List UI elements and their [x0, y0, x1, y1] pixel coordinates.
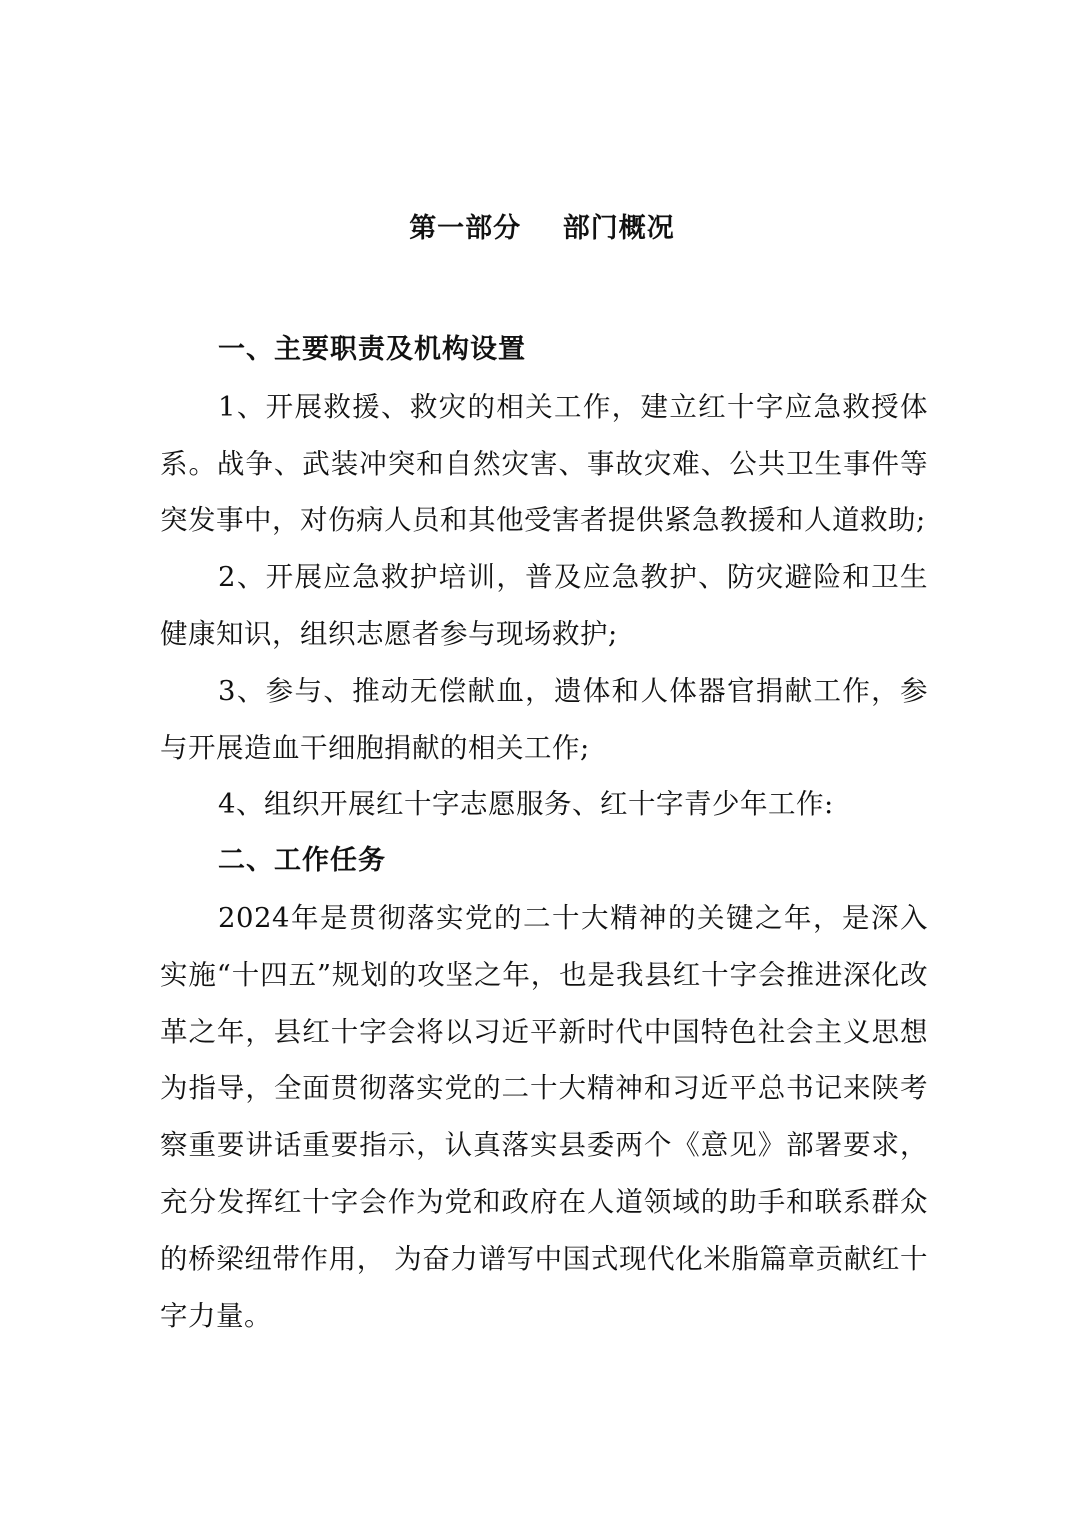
tasks-paragraph: 2024年是贯彻落实党的二十大精神的关键之年，是深入实施“十四五”规划的攻坚之年，也是我县红十字会推进深化改革之年，县红十字会将以习近平新时代中国特色社会主义思想为指导，全面贯彻落实党的二十大精神和习近平总书记来陕考察重要讲话重要指示，认真落实县委两个《意见》部署要求，充分发挥红十字会作为党和政府在人道领域的助手和联系群众的桥梁纽带作用， 为奋力谱写中国式现代化米脂篇章贡献红十字力量。: [160, 901, 928, 1332]
responsibility-item-4: 4、组织开展红十字志愿服务、红十字青少年工作:: [218, 788, 834, 821]
responsibility-item-2: 2、开展应急救护培训，普及应急教护、防灾避险和卫生健康知识，组织志愿者参与现场救护;: [160, 561, 928, 650]
page-title: 第一部分 部门概况: [409, 213, 675, 244]
responsibility-item-3: 3、参与、推动无偿献血，遗体和人体器官捐献工作，参与开展造血干细胞捐献的相关工作;: [160, 674, 928, 764]
responsibility-item-1: 1、开展救援、救灾的相关工作，建立红十字应急救授体系。战争、武装冲突和自然灾害、事故灾难、公共卫生事件等突发事中，对伤病人员和其他受害者提供紧急教援和人道救助;: [160, 390, 928, 537]
document-body: [160, 322, 928, 1344]
section-heading-responsibilities: 一、主要职责及机构设置: [218, 334, 526, 365]
section-heading-tasks: 二、工作任务: [218, 845, 386, 877]
